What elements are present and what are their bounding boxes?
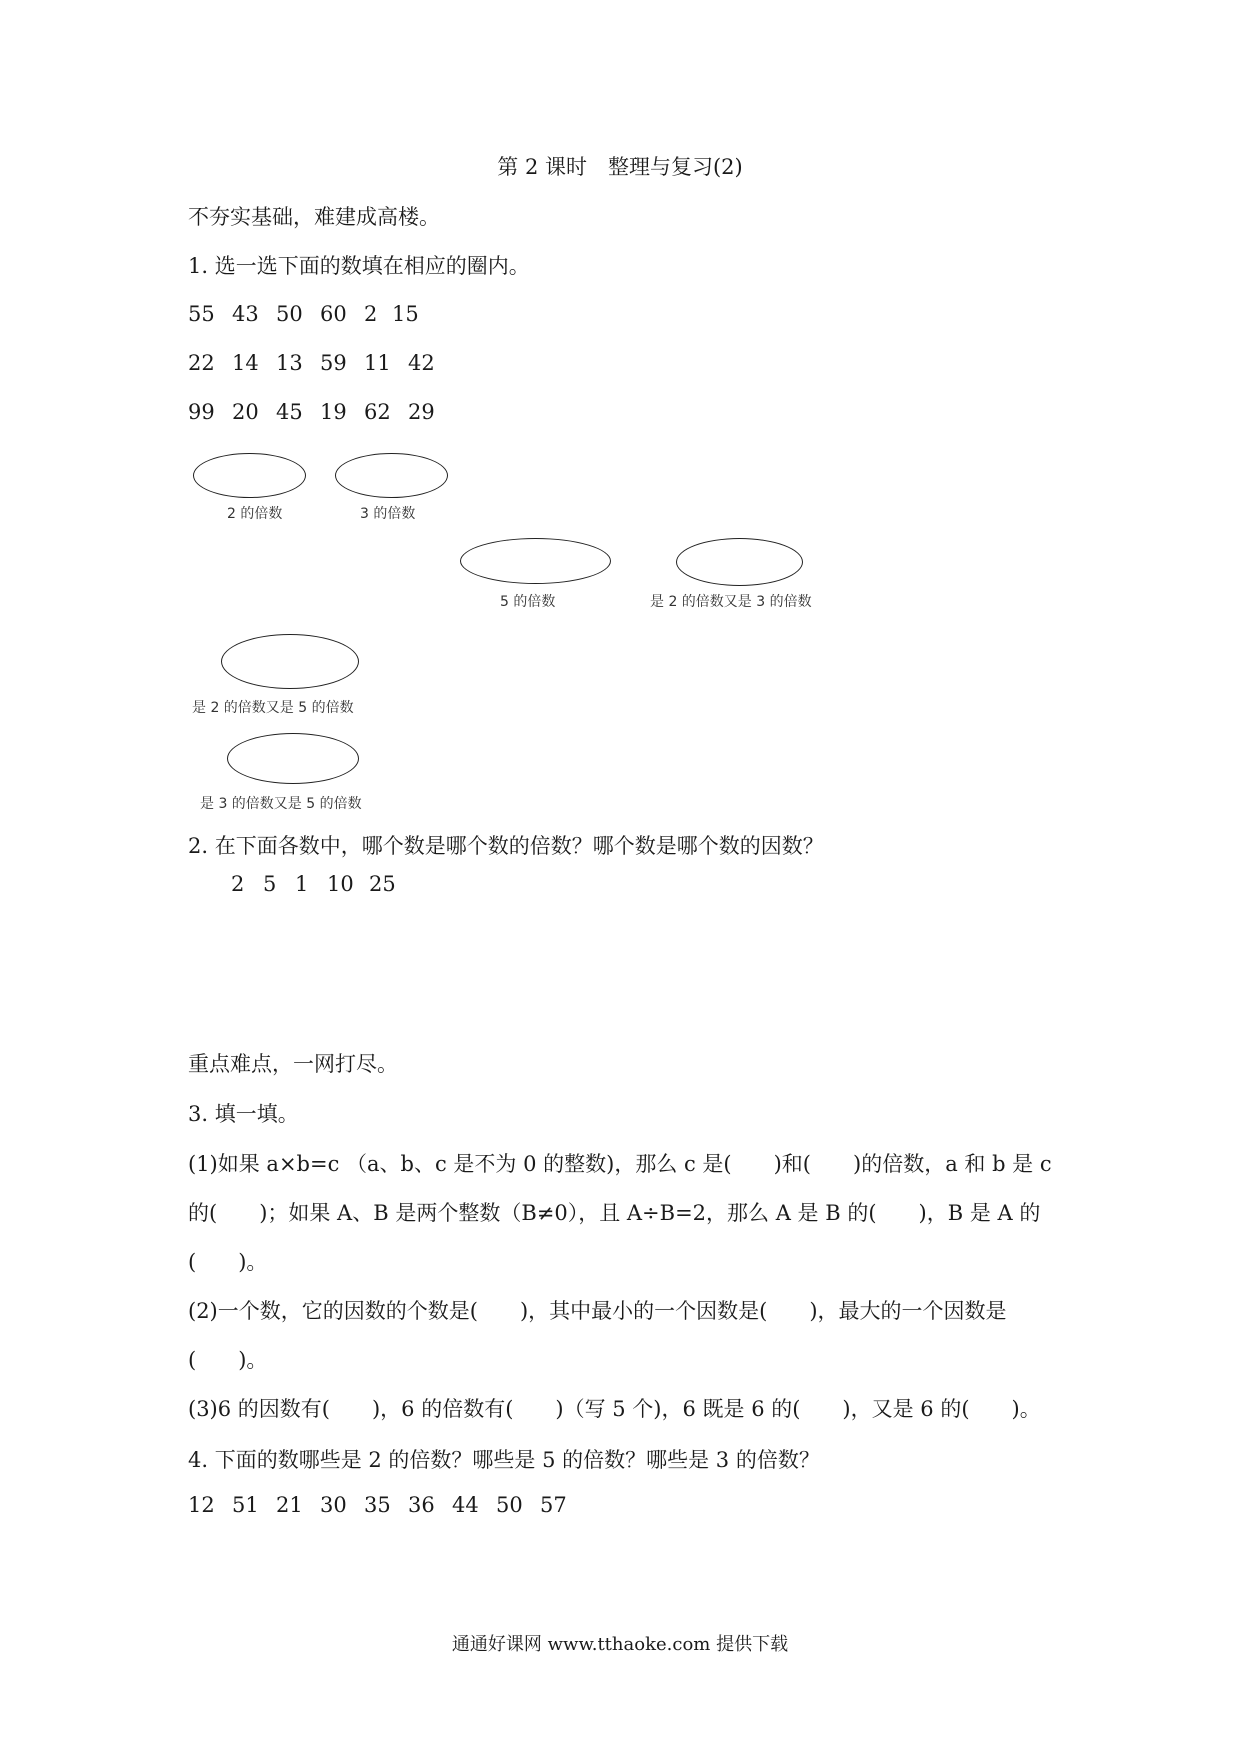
number: 60 [320,302,347,326]
number: 35 [364,1493,391,1517]
number: 99 [188,400,215,424]
circle-label: 是 2 的倍数又是 3 的倍数 [650,594,812,610]
number: 45 [276,400,303,424]
number: 22 [188,351,215,375]
number: 2 [231,872,245,896]
question-3-text: 3. 填一填。 [188,1102,299,1126]
number: 1 [295,872,309,896]
number: 36 [408,1493,435,1517]
number-row-2 [188,351,435,375]
number: 21 [276,1493,303,1517]
number: 50 [496,1493,523,1517]
number: 55 [188,302,215,326]
number: 59 [320,351,347,375]
answer-circle-multiples-of-5[interactable] [460,538,611,584]
number: 15 [392,302,419,326]
page-title: 第 2 课时 整理与复习(2) [497,155,743,179]
number: 5 [263,872,277,896]
section-heading-basics: 不夯实基础，难建成高楼。 [188,205,440,229]
question-2-numbers [231,872,396,896]
number: 2 [364,302,378,326]
number: 57 [540,1493,567,1517]
number: 30 [320,1493,347,1517]
number: 44 [452,1493,479,1517]
number: 10 [327,872,354,896]
circle-label: 5 的倍数 [500,594,556,610]
answer-circle-multiples-of-3-and-5[interactable] [227,733,359,784]
question-4-numbers [188,1493,567,1517]
answer-circle-multiples-of-3[interactable] [335,453,448,498]
question-3-part-1: (1)如果 a×b=c （a、b、c 是不为 0 的整数)，那么 c 是( )和( )的倍数，a 和 b 是 c 的( )；如果 A、B 是两个整数（B≠0），且 A÷B=2，那么 A 是 B 的( )，B 是 A 的( )。 [188,1152,1052,1274]
number-row-3 [188,400,435,424]
answer-circle-multiples-of-2-and-5[interactable] [221,634,359,689]
number: 19 [320,400,347,424]
question-3-part-3: (3)6 的因数有( )，6 的倍数有( )（写 5 个)，6 既是 6 的( )，又是 6 的( )。 [188,1397,1041,1421]
number: 25 [369,872,396,896]
circle-label: 是 2 的倍数又是 5 的倍数 [192,700,354,716]
question-3-part-2: (2)一个数，它的因数的个数是( )，其中最小的一个因数是( )，最大的一个因数是( )。 [188,1299,1007,1372]
number: 20 [232,400,259,424]
footer-source: 通通好课网 www.tthaoke.com 提供下载 [451,1634,789,1655]
answer-circle-multiples-of-2-and-3[interactable] [676,538,803,586]
question-2-text: 2. 在下面各数中，哪个数是哪个数的倍数？哪个数是哪个数的因数？ [188,834,824,858]
number: 12 [188,1493,215,1517]
question-4-text: 4. 下面的数哪些是 2 的倍数？哪些是 5 的倍数？哪些是 3 的倍数？ [188,1448,820,1472]
number-row-1 [188,302,419,326]
number: 62 [364,400,391,424]
section-heading-key-points: 重点难点，一网打尽。 [188,1052,398,1076]
number: 11 [364,351,391,375]
number: 29 [408,400,435,424]
question-1-text: 1. 选一选下面的数填在相应的圈内。 [188,254,530,278]
number: 43 [232,302,259,326]
number: 50 [276,302,303,326]
number: 14 [232,351,259,375]
circle-label: 3 的倍数 [360,506,416,522]
number: 13 [276,351,303,375]
number: 42 [408,351,435,375]
number: 51 [232,1493,259,1517]
answer-circle-multiples-of-2[interactable] [193,453,306,498]
circle-label: 2 的倍数 [227,506,283,522]
circle-label: 是 3 的倍数又是 5 的倍数 [200,796,362,812]
